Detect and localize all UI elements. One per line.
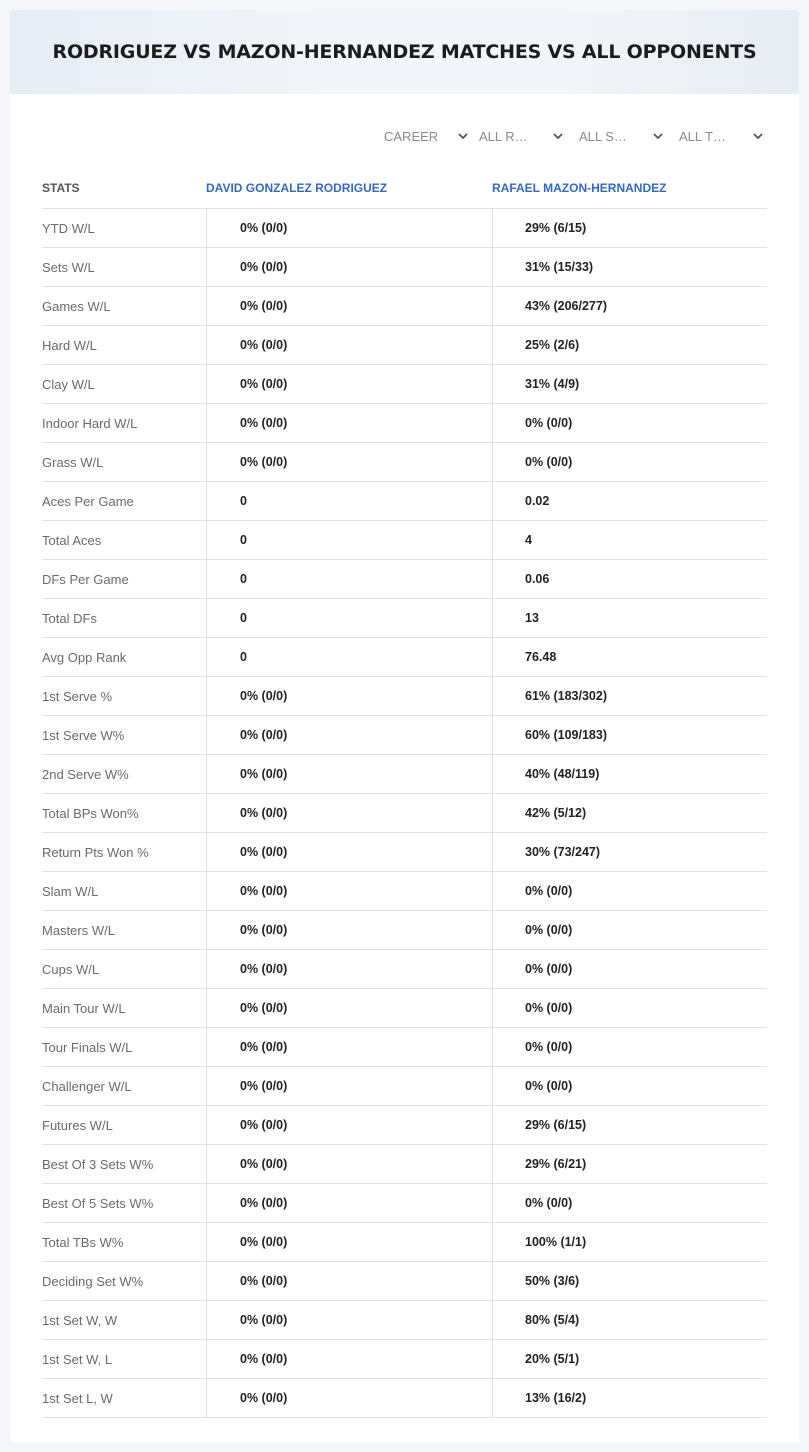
stat-label: Sets W/L bbox=[42, 259, 95, 275]
player-2-value: 61% (183/302) bbox=[492, 677, 767, 715]
table-row bbox=[42, 1028, 767, 1067]
filter-round-select[interactable] bbox=[479, 126, 565, 146]
stat-label: Total BPs Won% bbox=[42, 805, 139, 821]
player-1-value: 0 bbox=[206, 638, 492, 676]
player-1-value: 0% (0/0) bbox=[206, 1145, 492, 1183]
table-row bbox=[42, 638, 767, 677]
player-1-value: 0 bbox=[206, 599, 492, 637]
player-1-value: 0% (0/0) bbox=[206, 248, 492, 286]
table-row bbox=[42, 599, 767, 638]
table-row bbox=[42, 833, 767, 872]
table-row bbox=[42, 1301, 767, 1340]
table-row bbox=[42, 755, 767, 794]
table-body bbox=[42, 209, 767, 1418]
table-row bbox=[42, 1379, 767, 1418]
stat-label: Return Pts Won % bbox=[42, 844, 149, 860]
player-2-value: 60% (109/183) bbox=[492, 716, 767, 754]
chevron-down-icon bbox=[751, 129, 765, 143]
stat-label: Aces Per Game bbox=[42, 493, 134, 509]
table-header bbox=[42, 168, 767, 209]
player-2-value: 31% (15/33) bbox=[492, 248, 767, 286]
player-1-value: 0% (0/0) bbox=[206, 1106, 492, 1144]
player-1-value: 0 bbox=[206, 482, 492, 520]
table-row bbox=[42, 404, 767, 443]
player-1-value: 0% (0/0) bbox=[206, 1301, 492, 1339]
stat-label: Hard W/L bbox=[42, 337, 97, 353]
player-2-value: 40% (48/119) bbox=[492, 755, 767, 793]
table-row bbox=[42, 443, 767, 482]
table-row bbox=[42, 794, 767, 833]
player-1-value: 0% (0/0) bbox=[206, 443, 492, 481]
table-row bbox=[42, 677, 767, 716]
player-1-value: 0% (0/0) bbox=[206, 209, 492, 247]
player-2-value: 31% (4/9) bbox=[492, 365, 767, 403]
player-2-value: 0% (0/0) bbox=[492, 404, 767, 442]
table-row bbox=[42, 326, 767, 365]
stat-label: 2nd Serve W% bbox=[42, 766, 129, 782]
stat-label: Total Aces bbox=[42, 532, 102, 548]
stat-label: Futures W/L bbox=[42, 1117, 113, 1133]
stat-label: Indoor Hard W/L bbox=[42, 415, 138, 431]
player-1-value: 0 bbox=[206, 521, 492, 559]
stat-label: 1st Set W, L bbox=[42, 1351, 113, 1367]
player-2-value: 13% (16/2) bbox=[492, 1379, 767, 1417]
filter-label: ALL T… bbox=[679, 128, 726, 144]
player-2-value: 0.06 bbox=[492, 560, 767, 598]
player-1-value: 0% (0/0) bbox=[206, 1223, 492, 1261]
stat-label: Challenger W/L bbox=[42, 1078, 132, 1094]
stat-label: 1st Set W, W bbox=[42, 1312, 118, 1328]
stat-label: Main Tour W/L bbox=[42, 1000, 126, 1016]
table-row bbox=[42, 989, 767, 1028]
table-row bbox=[42, 1184, 767, 1223]
player-1-value: 0% (0/0) bbox=[206, 326, 492, 364]
stat-label: Best Of 3 Sets W% bbox=[42, 1156, 154, 1172]
player-1-value: 0% (0/0) bbox=[206, 755, 492, 793]
table-row bbox=[42, 911, 767, 950]
stat-label: DFs Per Game bbox=[42, 571, 129, 587]
filter-label: CAREER bbox=[384, 128, 439, 144]
table-row bbox=[42, 1067, 767, 1106]
player-1-value: 0% (0/0) bbox=[206, 1379, 492, 1417]
player-2-value: 0% (0/0) bbox=[492, 950, 767, 988]
player-1-value: 0% (0/0) bbox=[206, 404, 492, 442]
player-2-value: 0% (0/0) bbox=[492, 989, 767, 1027]
player-1-value: 0% (0/0) bbox=[206, 365, 492, 403]
player-2-value: 20% (5/1) bbox=[492, 1340, 767, 1378]
player-2-value: 4 bbox=[492, 521, 767, 559]
player-2-value: 25% (2/6) bbox=[492, 326, 767, 364]
player-1-value: 0% (0/0) bbox=[206, 1067, 492, 1105]
stat-label: Cups W/L bbox=[42, 961, 100, 977]
chevron-down-icon bbox=[456, 129, 470, 143]
player-2-value: 0% (0/0) bbox=[492, 1028, 767, 1066]
player-2-value: 50% (3/6) bbox=[492, 1262, 767, 1300]
player-2-value: 0% (0/0) bbox=[492, 1067, 767, 1105]
player-2-value: 0% (0/0) bbox=[492, 911, 767, 949]
chevron-down-icon bbox=[551, 129, 565, 143]
player-1-value: 0% (0/0) bbox=[206, 950, 492, 988]
table-row bbox=[42, 287, 767, 326]
stat-label: Grass W/L bbox=[42, 454, 104, 470]
filter-tournament-select[interactable] bbox=[679, 126, 765, 146]
player-2-value: 29% (6/15) bbox=[492, 1106, 767, 1144]
table-row bbox=[42, 521, 767, 560]
stat-label: Total TBs W% bbox=[42, 1234, 124, 1250]
stat-label: Tour Finals W/L bbox=[42, 1039, 133, 1055]
table-row bbox=[42, 1106, 767, 1145]
player-1-value: 0% (0/0) bbox=[206, 794, 492, 832]
stat-label: Clay W/L bbox=[42, 376, 95, 392]
player-1-value: 0% (0/0) bbox=[206, 1184, 492, 1222]
player-2-value: 29% (6/15) bbox=[492, 209, 767, 247]
player-1-value: 0% (0/0) bbox=[206, 1262, 492, 1300]
player-2-value: 80% (5/4) bbox=[492, 1301, 767, 1339]
stat-label: Total DFs bbox=[42, 610, 97, 626]
table-row bbox=[42, 248, 767, 287]
player-1-value: 0% (0/0) bbox=[206, 1340, 492, 1378]
header-stats: STATS bbox=[42, 181, 80, 195]
table-row bbox=[42, 872, 767, 911]
stats-table bbox=[42, 168, 767, 1418]
stat-label: Games W/L bbox=[42, 298, 111, 314]
filter-label: ALL S… bbox=[579, 128, 627, 144]
player-2-value: 30% (73/247) bbox=[492, 833, 767, 871]
stat-label: YTD W/L bbox=[42, 220, 95, 236]
player-1-value: 0% (0/0) bbox=[206, 911, 492, 949]
filter-label: ALL R… bbox=[479, 128, 528, 144]
table-row bbox=[42, 482, 767, 521]
stat-label: 1st Serve % bbox=[42, 688, 113, 704]
filter-bar bbox=[10, 126, 799, 146]
stat-label: Best Of 5 Sets W% bbox=[42, 1195, 154, 1211]
filter-surface-select[interactable] bbox=[579, 126, 665, 146]
player-2-value: 43% (206/277) bbox=[492, 287, 767, 325]
player-2-value: 100% (1/1) bbox=[492, 1223, 767, 1261]
stat-label: Slam W/L bbox=[42, 883, 99, 899]
page-title: RODRIGUEZ VS MAZON-HERNANDEZ MATCHES VS ALL OPPONENTS bbox=[52, 41, 757, 63]
player-1-value: 0% (0/0) bbox=[206, 833, 492, 871]
stat-label: 1st Set L, W bbox=[42, 1390, 113, 1406]
player-2-value: 76.48 bbox=[492, 638, 767, 676]
table-row bbox=[42, 1262, 767, 1301]
player-2-value: 0.02 bbox=[492, 482, 767, 520]
table-row bbox=[42, 1145, 767, 1184]
player-1-value: 0 bbox=[206, 560, 492, 598]
table-row bbox=[42, 1340, 767, 1379]
header-player-1-link[interactable]: DAVID GONZALEZ RODRIGUEZ bbox=[206, 181, 388, 195]
player-2-value: 42% (5/12) bbox=[492, 794, 767, 832]
filter-career-select[interactable] bbox=[384, 126, 470, 146]
player-1-value: 0% (0/0) bbox=[206, 1028, 492, 1066]
stat-label: 1st Serve W% bbox=[42, 727, 125, 743]
table-row bbox=[42, 716, 767, 755]
player-1-value: 0% (0/0) bbox=[206, 287, 492, 325]
player-2-value: 13 bbox=[492, 599, 767, 637]
header-player-2-link[interactable]: RAFAEL MAZON-HERNANDEZ bbox=[492, 181, 667, 195]
table-row bbox=[42, 1223, 767, 1262]
stat-label: Masters W/L bbox=[42, 922, 115, 938]
player-1-value: 0% (0/0) bbox=[206, 872, 492, 910]
table-row bbox=[42, 209, 767, 248]
player-2-value: 0% (0/0) bbox=[492, 443, 767, 481]
player-2-value: 0% (0/0) bbox=[492, 872, 767, 910]
page-header bbox=[10, 10, 799, 94]
stat-label: Deciding Set W% bbox=[42, 1273, 144, 1289]
player-2-value: 29% (6/21) bbox=[492, 1145, 767, 1183]
chevron-down-icon bbox=[651, 129, 665, 143]
stats-card bbox=[10, 10, 799, 1442]
player-1-value: 0% (0/0) bbox=[206, 677, 492, 715]
table-row bbox=[42, 365, 767, 404]
player-1-value: 0% (0/0) bbox=[206, 716, 492, 754]
player-2-value: 0% (0/0) bbox=[492, 1184, 767, 1222]
table-row bbox=[42, 560, 767, 599]
player-1-value: 0% (0/0) bbox=[206, 989, 492, 1027]
stat-label: Avg Opp Rank bbox=[42, 649, 127, 665]
table-row bbox=[42, 950, 767, 989]
